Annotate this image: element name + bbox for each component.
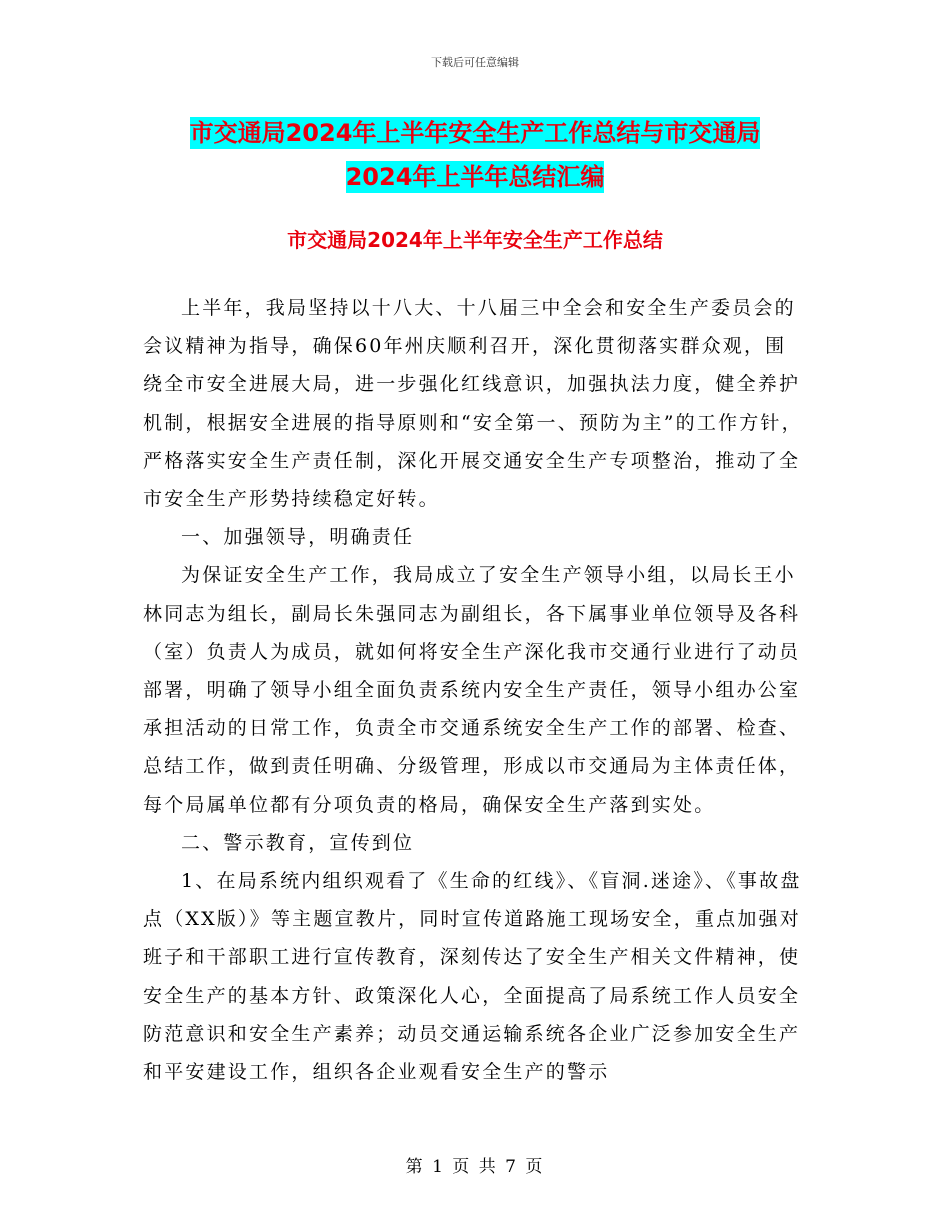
paragraph-leadership: 为保证安全生产工作，我局成立了安全生产领导小组，以局长王小林同志为组长，副局长朱强同志为副组长，各下属事业单位领导及各科（室）负责人为成员，就如何将安全生产深化我市交通行业进行了动员部署，明确了领导小组全面负责系统内安全生产责任，领导小组办公室承担活动的日常工作，负责全市交通系统安全生产工作的部署、检查、总结工作，做到责任明确、分级管理，形成以市交通局为主体责任体，每个局属单位都有分项负责的格局，确保安全生产落到实处。 bbox=[143, 564, 801, 816]
paragraph-intro: 上半年，我局坚持以十八大、十八届三中全会和安全生产委员会的会议精神为指导，确保60年州庆顺利召开，深化贯彻落实群众观，围绕全市安全进展大局，进一步强化红线意识，加强执法力度，健全养护机制，根据安全进展的指导原则和“安全第一、预防为主”的工作方针，严格落实安全生产责任制，深化开展交通安全生产专项整治，推动了全市安全生产形势持续稳定好转。 bbox=[143, 297, 803, 511]
section-title: 市交通局2024年上半年安全生产工作总结 bbox=[287, 228, 663, 252]
heading-education: 二、警示教育，宣传到位 bbox=[181, 831, 415, 854]
title-line-1-text: 市交通局2024年上半年安全生产工作总结与市交通局 bbox=[189, 119, 761, 147]
document-title-line-2 bbox=[0, 157, 950, 192]
header-note: 下载后可任意编辑 bbox=[431, 56, 519, 69]
paragraph-education: 1、在局系统内组织观看了《生命的红线》、《盲洞.迷途》、《事故盘点（XX版）》等主题宣教片，同时宣传道路施工现场安全，重点加强对班子和干部职工进行宣传教育，深刻传达了安全生产相关文件精神，使安全生产的基本方针、政策深化人心，全面提高了局系统工作人员安全防范意识和安全生产素养；动员交通运输系统各企业广泛参加安全生产和平安建设工作，组织各企业观看安全生产的警示 bbox=[143, 870, 802, 1084]
document-body bbox=[143, 289, 805, 1091]
title-line-2-text: 2024年上半年总结汇编 bbox=[345, 163, 605, 191]
document-title-line-1 bbox=[0, 113, 950, 148]
heading-leadership: 一、加强领导，明确责任 bbox=[181, 526, 415, 549]
page-footer: 第 1 页 共 7 页 bbox=[405, 1157, 545, 1177]
